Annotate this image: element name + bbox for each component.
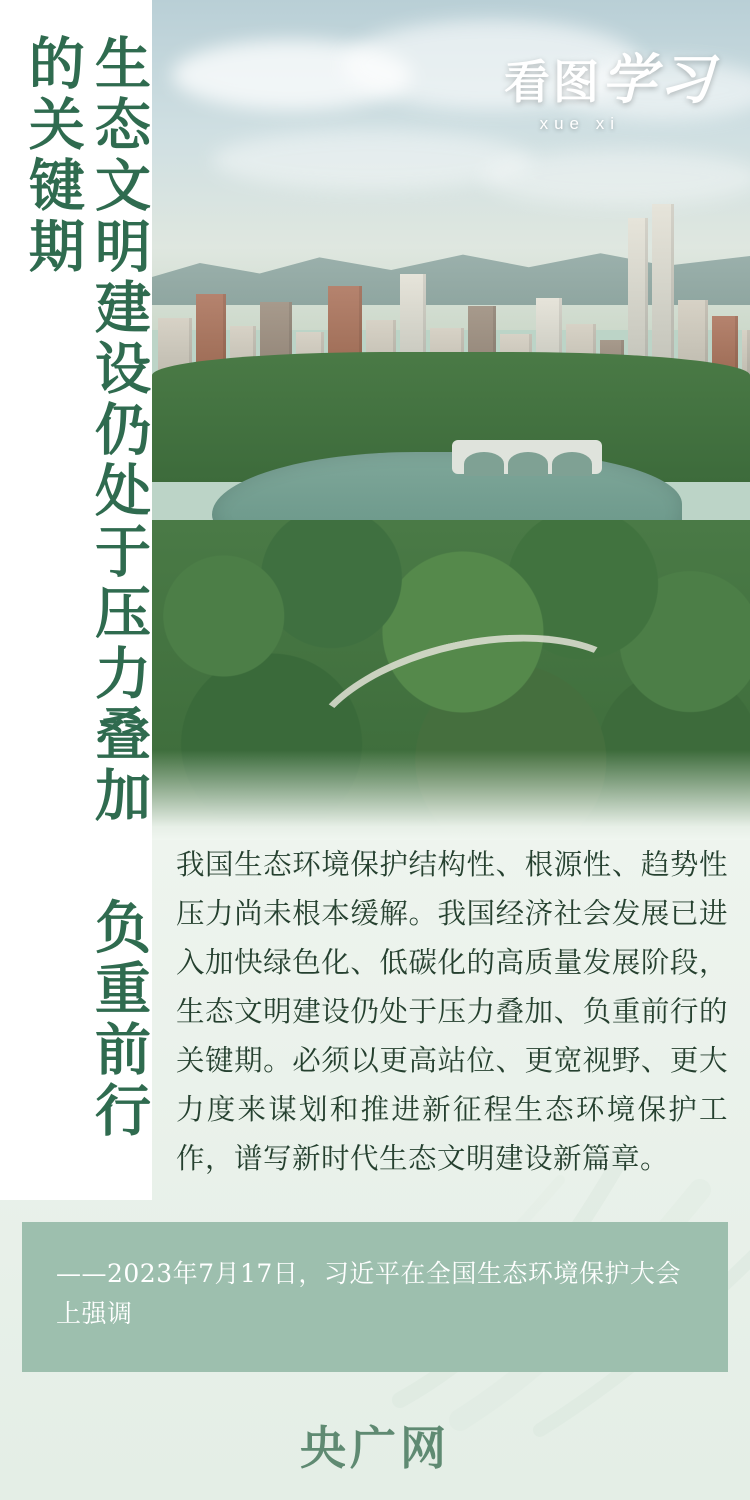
logo-title-part1: 看图 [504, 55, 602, 109]
photo-bottom-fade [152, 750, 750, 840]
source-attribution: ——2023年7月17日，习近平在全国生态环境保护大会上强调 [56, 1259, 681, 1328]
title-band [0, 0, 152, 1200]
kantu-xuexi-logo [504, 47, 716, 134]
logo-pinyin: xue xi [539, 114, 620, 133]
source-band [22, 1222, 728, 1372]
cloud [482, 150, 750, 205]
body-paragraph: 我国生态环境保护结构性、根源性、趋势性压力尚未根本缓解。我国经济社会发展已进入加快绿色化、低碳化的高质量发展阶段，生态文明建设仍处于压力叠加、负重前行的关键期。必须以更高站位、更宽视野、更大力度来谋划和推进新征程生态环境保护工作，谱写新时代生态文明建设新篇章。 [176, 848, 728, 1176]
arch-bridge [452, 440, 602, 474]
footer-brand: 央广网 [300, 1421, 450, 1475]
page-title: 生态文明建设仍处于压力叠加 负重前行的关键期 [19, 34, 152, 1142]
logo-title-part2: 学习 [602, 47, 716, 111]
logo-title [504, 47, 716, 111]
